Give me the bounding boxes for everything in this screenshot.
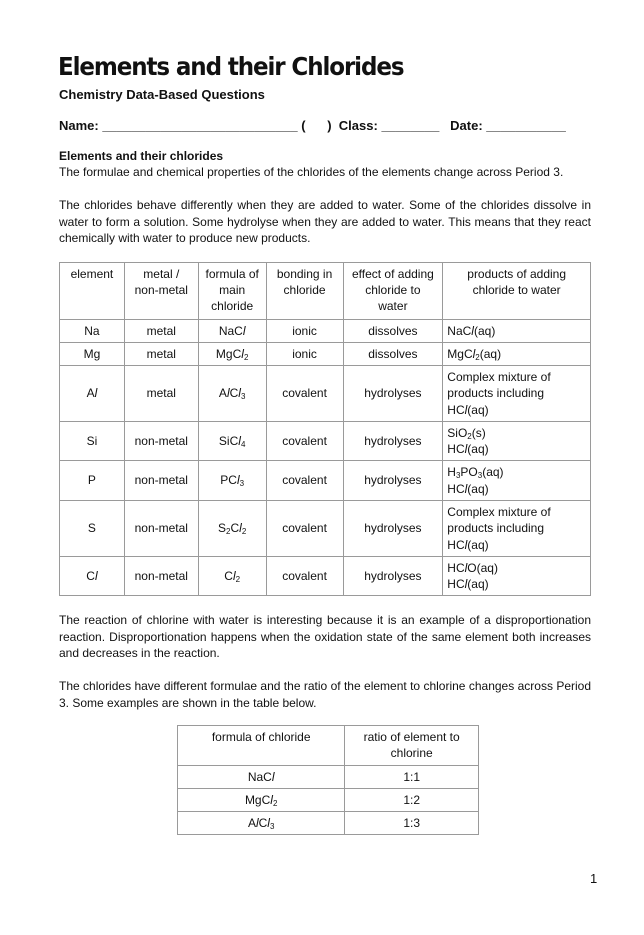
ratio-cell: 1:1 xyxy=(345,766,479,789)
column-header: effect of adding chloride to water xyxy=(343,263,443,320)
ratio-paragraph: The chlorides have different formulae and the ratio of the element to chlorine changes across Period 3. Some examples are shown in the table below. xyxy=(59,679,591,710)
page-number: 1 xyxy=(590,871,598,886)
intro-paragraph-1: The formulae and chemical properties of the chlorides of the elements change across Period 3. xyxy=(59,165,564,179)
type-cell: non-metal xyxy=(124,557,198,596)
class-label: Class: xyxy=(338,118,378,133)
index-number-field[interactable]: ( ) xyxy=(301,118,332,133)
effect-cell: hydrolyses xyxy=(343,461,443,501)
ratio-cell: 1:3 xyxy=(345,812,479,835)
student-info-line xyxy=(59,118,566,133)
products-cell: Complex mixture of products including HCl(aq) xyxy=(443,366,591,422)
table-row xyxy=(60,366,591,422)
intro-paragraph-2: The chlorides behave differently when they are added to water. Some of the chlorides dissolve in water to form a solution. Some hydrolyse when they are added to water. This means that they react chemically with water to produce new products. xyxy=(59,198,591,245)
column-header: formula of chloride xyxy=(178,726,345,766)
date-label: Date: xyxy=(450,118,483,133)
element-cell: Si xyxy=(60,422,125,461)
element-cell: P xyxy=(60,461,125,501)
column-header: bonding in chloride xyxy=(266,263,343,320)
products-cell: HClO(aq) HCl(aq) xyxy=(443,557,591,596)
type-cell: metal xyxy=(124,320,198,343)
effect-cell: hydrolyses xyxy=(343,557,443,596)
chlorides-properties-table xyxy=(59,262,591,596)
ratio-cell: 1:2 xyxy=(345,789,479,812)
formula-cell: PCl$_3$ xyxy=(198,461,266,501)
column-header: ratio of element to chlorine xyxy=(345,726,479,766)
table-row xyxy=(60,343,591,366)
column-header: metal / non-metal xyxy=(124,263,198,320)
type-cell: non-metal xyxy=(124,501,198,557)
table-row xyxy=(60,501,591,557)
table-row xyxy=(60,320,591,343)
formula-cell: $Cl_2$ xyxy=(198,557,266,596)
effect-cell: hydrolyses xyxy=(343,501,443,557)
effect-cell: dissolves xyxy=(343,320,443,343)
type-cell: non-metal xyxy=(124,422,198,461)
products-cell: MgCl$_2$(aq) xyxy=(443,343,591,366)
class-field[interactable]: ________ xyxy=(381,118,440,133)
table-header-row xyxy=(60,263,591,320)
formula-cell: $S_2Cl_2$ xyxy=(198,501,266,557)
bonding-cell: covalent xyxy=(266,557,343,596)
bonding-cell: covalent xyxy=(266,461,343,501)
element-cell: Mg xyxy=(60,343,125,366)
table-row xyxy=(178,812,479,835)
formula-cell: AlCl$_3$ xyxy=(178,812,345,835)
formula-cell: NaCl xyxy=(198,320,266,343)
bonding-cell: covalent xyxy=(266,366,343,422)
formula-cell: MgCl$_2$ xyxy=(198,343,266,366)
bonding-cell: covalent xyxy=(266,501,343,557)
effect-cell: hydrolyses xyxy=(343,422,443,461)
formula-cell: NaCl xyxy=(178,766,345,789)
type-cell: non-metal xyxy=(124,461,198,501)
table-row xyxy=(178,789,479,812)
page-subtitle: Chemistry Data-Based Questions xyxy=(59,87,265,102)
products-cell: SiO$_2$(s) HCl(aq) xyxy=(443,422,591,461)
page-title: Elements and their Chlorides xyxy=(58,52,404,81)
date-field[interactable]: ___________ xyxy=(486,118,566,133)
type-cell: metal xyxy=(124,343,198,366)
formula-cell: MgCl$_2$ xyxy=(178,789,345,812)
table-row xyxy=(60,557,591,596)
column-header: products of adding chloride to water xyxy=(443,263,591,320)
element-cell: Cl xyxy=(60,557,125,596)
effect-cell: dissolves xyxy=(343,343,443,366)
table-row xyxy=(60,422,591,461)
bonding-cell: ionic xyxy=(266,320,343,343)
disproportionation-paragraph: The reaction of chlorine with water is interesting because it is an example of a disproportionation reaction. Disproportionation happens when the oxidation state of the same element both increases and decreases in the reaction. xyxy=(59,613,591,660)
element-cell: Al xyxy=(60,366,125,422)
table-row xyxy=(178,766,479,789)
type-cell: metal xyxy=(124,366,198,422)
products-cell: $H_3PO_3(aq)$ HCl(aq) xyxy=(443,461,591,501)
element-cell: S xyxy=(60,501,125,557)
chloride-ratio-table xyxy=(177,725,479,835)
name-field[interactable]: ___________________________ xyxy=(102,118,298,133)
section-heading: Elements and their chlorides xyxy=(59,149,224,163)
formula-cell: SiCl$_4$ xyxy=(198,422,266,461)
element-cell: Na xyxy=(60,320,125,343)
effect-cell: hydrolyses xyxy=(343,366,443,422)
column-header: formula of main chloride xyxy=(198,263,266,320)
products-cell: Complex mixture of products including HCl(aq) xyxy=(443,501,591,557)
products-cell: NaCl(aq) xyxy=(443,320,591,343)
name-label: Name: xyxy=(59,118,99,133)
formula-cell: AlCl$_3$ xyxy=(198,366,266,422)
table-header-row xyxy=(178,726,479,766)
bonding-cell: covalent xyxy=(266,422,343,461)
column-header: element xyxy=(60,263,125,320)
bonding-cell: ionic xyxy=(266,343,343,366)
table-row xyxy=(60,461,591,501)
